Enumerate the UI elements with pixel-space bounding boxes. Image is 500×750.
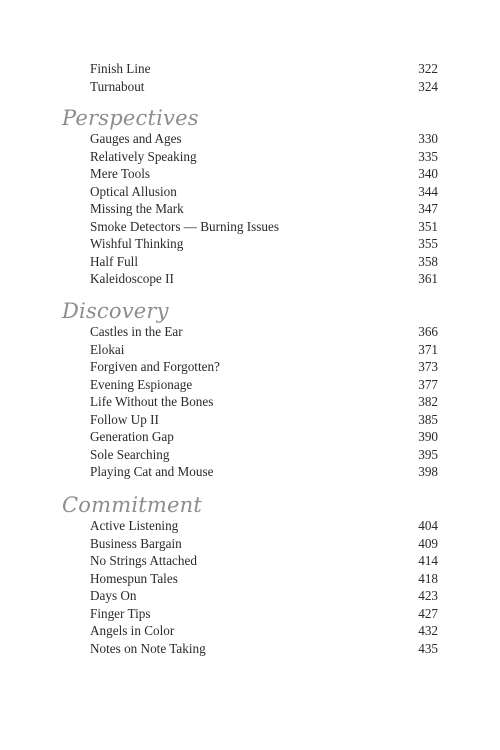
toc-entry-title: Homespun Tales bbox=[90, 570, 178, 586]
toc-entry-page: 358 bbox=[418, 253, 438, 269]
toc-entry-page: 427 bbox=[418, 605, 438, 621]
toc-entry bbox=[0, 235, 500, 253]
toc-entry-page: 390 bbox=[418, 429, 438, 444]
toc-entry-title: Kaleidoscope II bbox=[90, 271, 174, 286]
toc-entry-page: 432 bbox=[418, 623, 438, 638]
toc-entry bbox=[0, 552, 500, 570]
toc-entry-page: 322 bbox=[418, 61, 438, 76]
toc-entry-title: Gauges and Ages bbox=[90, 131, 182, 146]
section-heading: Perspectives bbox=[62, 106, 199, 130]
toc-entry bbox=[0, 622, 500, 640]
toc-entry-title: Missing the Mark bbox=[90, 201, 184, 216]
toc-entry-title: Generation Gap bbox=[90, 429, 174, 444]
section-heading: Commitment bbox=[62, 493, 202, 517]
toc-entry-page: 324 bbox=[418, 78, 438, 94]
toc-entry-page: 361 bbox=[418, 271, 438, 286]
toc-entry-title: Smoke Detectors — Burning Issues bbox=[90, 218, 279, 234]
toc-entry-page: 347 bbox=[418, 201, 438, 216]
toc-entry bbox=[0, 446, 500, 464]
toc-entry bbox=[0, 60, 500, 78]
toc-entry-title: Wishful Thinking bbox=[90, 236, 184, 251]
toc-entry-page: 355 bbox=[418, 236, 438, 251]
toc-entry bbox=[0, 78, 500, 96]
toc-entry-page: 330 bbox=[418, 131, 438, 146]
toc-entry bbox=[0, 587, 500, 605]
toc-entry-title: Elokai bbox=[90, 341, 125, 357]
toc-entry-page: 398 bbox=[418, 464, 438, 479]
toc-entry-title: No Strings Attached bbox=[90, 553, 197, 568]
toc-entry-title: Optical Allusion bbox=[90, 183, 177, 199]
toc-entry-page: 340 bbox=[418, 166, 438, 181]
toc-entry-title: Angels in Color bbox=[90, 623, 175, 638]
toc-entry-title: Half Full bbox=[90, 253, 138, 269]
toc-entry-title: Playing Cat and Mouse bbox=[90, 464, 214, 479]
toc-entry bbox=[0, 253, 500, 271]
toc-entry-page: 344 bbox=[418, 183, 438, 199]
toc-entry-page: 335 bbox=[418, 148, 438, 164]
toc-entry-page: 414 bbox=[418, 553, 438, 568]
toc-entry-page: 423 bbox=[418, 588, 438, 603]
toc-entry bbox=[0, 463, 500, 481]
toc-entry bbox=[0, 411, 500, 429]
toc-entry bbox=[0, 393, 500, 411]
toc-entry-page: 404 bbox=[418, 518, 438, 533]
toc-entry-title: Life Without the Bones bbox=[90, 394, 214, 409]
toc-entry bbox=[0, 605, 500, 623]
toc-entry bbox=[0, 341, 500, 359]
toc-entry-list bbox=[0, 60, 500, 95]
toc-entry bbox=[0, 517, 500, 535]
toc-entry bbox=[0, 376, 500, 394]
toc-entry bbox=[0, 200, 500, 218]
toc-entry-title: Active Listening bbox=[90, 518, 179, 533]
toc-entry bbox=[0, 130, 500, 148]
toc-entry-title: Forgiven and Forgotten? bbox=[90, 359, 220, 374]
toc-entry-page: 385 bbox=[418, 411, 438, 427]
toc-entry bbox=[0, 218, 500, 236]
toc-entry-title: Turnabout bbox=[90, 78, 145, 94]
toc-entry-title: Finger Tips bbox=[90, 605, 151, 621]
toc-entry bbox=[0, 148, 500, 166]
toc-entry bbox=[0, 640, 500, 658]
toc-entry-title: Notes on Note Taking bbox=[90, 640, 206, 656]
toc-entry-page: 435 bbox=[418, 640, 438, 656]
toc-entry-page: 371 bbox=[418, 341, 438, 357]
toc-entry-list bbox=[0, 130, 500, 288]
toc-entry-page: 382 bbox=[418, 394, 438, 409]
section-heading: Discovery bbox=[62, 299, 169, 323]
toc-entry-page: 395 bbox=[418, 446, 438, 462]
toc-entry-page: 418 bbox=[418, 570, 438, 586]
toc-entry bbox=[0, 570, 500, 588]
toc-entry-title: Evening Espionage bbox=[90, 376, 193, 392]
toc-entry-page: 409 bbox=[418, 535, 438, 551]
toc-entry-page: 351 bbox=[418, 218, 438, 234]
toc-entry-list bbox=[0, 323, 500, 481]
toc-entry-title: Castles in the Ear bbox=[90, 324, 183, 339]
toc-entry-title: Mere Tools bbox=[90, 166, 150, 181]
toc-entry-title: Follow Up II bbox=[90, 411, 159, 427]
toc-entry-title: Finish Line bbox=[90, 61, 151, 76]
toc-entry-title: Relatively Speaking bbox=[90, 148, 197, 164]
toc-entry-page: 366 bbox=[418, 324, 438, 339]
toc-entry-page: 373 bbox=[418, 359, 438, 374]
toc-entry-title: Business Bargain bbox=[90, 535, 182, 551]
toc-entry-page: 377 bbox=[418, 376, 438, 392]
toc-entry bbox=[0, 270, 500, 288]
toc-entry-list bbox=[0, 517, 500, 657]
toc-entry-title: Days On bbox=[90, 588, 137, 603]
toc-entry bbox=[0, 535, 500, 553]
toc-entry bbox=[0, 358, 500, 376]
toc-entry-title: Sole Searching bbox=[90, 446, 170, 462]
toc-entry bbox=[0, 323, 500, 341]
toc-entry bbox=[0, 428, 500, 446]
toc-entry bbox=[0, 165, 500, 183]
toc-entry bbox=[0, 183, 500, 201]
